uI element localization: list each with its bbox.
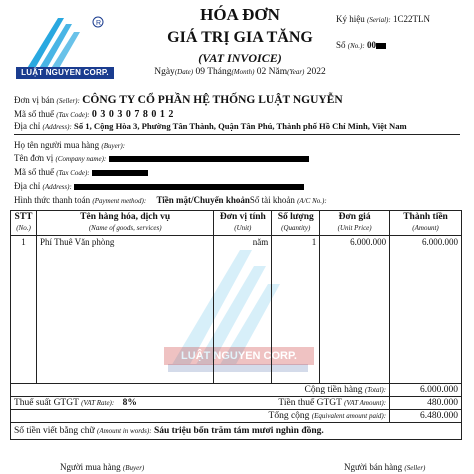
logo-text: LUẬT NGUYEN CORP. bbox=[16, 67, 114, 79]
invoice-number-field: Số (No.): 00 bbox=[336, 40, 386, 50]
invoice-date: Ngày(Date) 09 Tháng(Month) 02 Năm(Year) 2022 bbox=[154, 67, 326, 77]
serial-field: Ký hiệu (Serial): 1C22TLN bbox=[336, 14, 430, 24]
seller-signature-label: Người bán hàng (Seller) bbox=[344, 462, 426, 472]
seller-name: CÔNG TY CỔ PHẦN HỆ THỐNG LUẬT NGUYỄN bbox=[82, 94, 343, 106]
column-header: Số lượng (Quantity) bbox=[272, 211, 320, 236]
buyer-address-row: Địa chỉ (Address): bbox=[14, 181, 304, 191]
column-header: Đơn giá (Unit Price) bbox=[320, 211, 390, 236]
vat-rate-value: 8% bbox=[122, 398, 137, 408]
invoice-subtitle: GIÁ TRỊ GIA TĂNG bbox=[167, 29, 313, 46]
invoice-title-en: (VAT INVOICE) bbox=[198, 51, 282, 65]
items-table bbox=[10, 210, 462, 440]
seller-address: Số 1, Cộng Hòa 3, Phường Tân Thành, Quận Tân Phú, Thành phố Hồ Chí Minh, Việt Nam bbox=[74, 121, 407, 131]
column-header: STT (No.) bbox=[11, 211, 37, 236]
cell-amount: 6.000.000 bbox=[390, 236, 462, 384]
payment-row: Hình thức thanh toán (Payment method): Tiền mặt/Chuyển khoảnSố tài khoản (A/C No.): bbox=[14, 195, 327, 205]
redaction-bar bbox=[92, 170, 148, 176]
invoice-number: 00 bbox=[366, 40, 376, 50]
divider bbox=[14, 134, 460, 135]
column-header: Tên hàng hóa, dịch vụ (Name of goods, services) bbox=[36, 211, 213, 236]
redaction-bar bbox=[74, 184, 304, 190]
vat-row: Thuế suất GTGT (VAT Rate): 8% Tiền thuế GTGT (VAT Amount): 480.000 bbox=[11, 397, 462, 410]
buyer-company-row: Tên đơn vị (Company name): bbox=[14, 153, 309, 163]
cell-price: 6.000.000 bbox=[320, 236, 390, 384]
cell-name: Phí Thuê Văn phòng bbox=[36, 236, 213, 384]
column-header: Đơn vị tính (Unit) bbox=[214, 211, 272, 236]
buyer-name-row: Họ tên người mua hàng (Buyer): bbox=[14, 140, 126, 150]
seller-name-row: Đơn vị bán (Seller): CÔNG TY CỔ PHẦN HỆ THỐNG LUẬT NGUYỄN bbox=[14, 94, 343, 106]
cell-no: 1 bbox=[11, 236, 37, 384]
redaction-bar bbox=[109, 156, 309, 162]
svg-text:R: R bbox=[96, 20, 102, 27]
seller-address-row: Địa chỉ (Address): Số 1, Cộng Hòa 3, Phường Tân Thành, Quận Tân Phú, Thành phố Hồ Chí Minh, Việt Nam bbox=[14, 121, 407, 131]
watermark-text: LUẬT NGUYEN CORP. bbox=[164, 347, 314, 365]
seller-tax-row: Mã số thuế (Tax Code): 0 3 0 3 0 7 8 0 1 2 bbox=[14, 109, 174, 120]
column-header: Thành tiền (Amount) bbox=[390, 211, 462, 236]
subtotal-row: Cộng tiền hàng (Total): 6.000.000 bbox=[11, 384, 462, 397]
amount-in-words-row: Số tiền viết bằng chữ (Amount in words): Sáu triệu bốn trăm tám mươi nghìn đồng. bbox=[11, 423, 462, 440]
table-row bbox=[11, 236, 462, 384]
vat-amount-value: 480.000 bbox=[390, 397, 462, 410]
buyer-tax-row: Mã số thuế (Tax Code): bbox=[14, 167, 148, 177]
serial-value: 1C22TLN bbox=[392, 14, 430, 24]
cell-unit: năm bbox=[214, 236, 272, 384]
grand-total-value: 6.480.000 bbox=[390, 410, 462, 423]
subtotal-value: 6.000.000 bbox=[390, 384, 462, 397]
grand-total-row: Tổng cộng (Equivalent amount paid): 6.480.000 bbox=[11, 410, 462, 423]
cell-qty: 1 bbox=[272, 236, 320, 384]
redaction-bar bbox=[376, 43, 386, 49]
amount-in-words: Sáu triệu bốn trăm tám mươi nghìn đồng. bbox=[153, 426, 324, 436]
seller-tax-code: 0 3 0 3 0 7 8 0 1 2 bbox=[91, 109, 174, 120]
buyer-signature-label: Người mua hàng (Buyer) bbox=[60, 462, 145, 472]
table-header-row bbox=[11, 211, 462, 236]
invoice-title: HÓA ĐƠN bbox=[200, 5, 280, 24]
payment-method: Tiền mặt/Chuyển khoản bbox=[156, 195, 250, 205]
